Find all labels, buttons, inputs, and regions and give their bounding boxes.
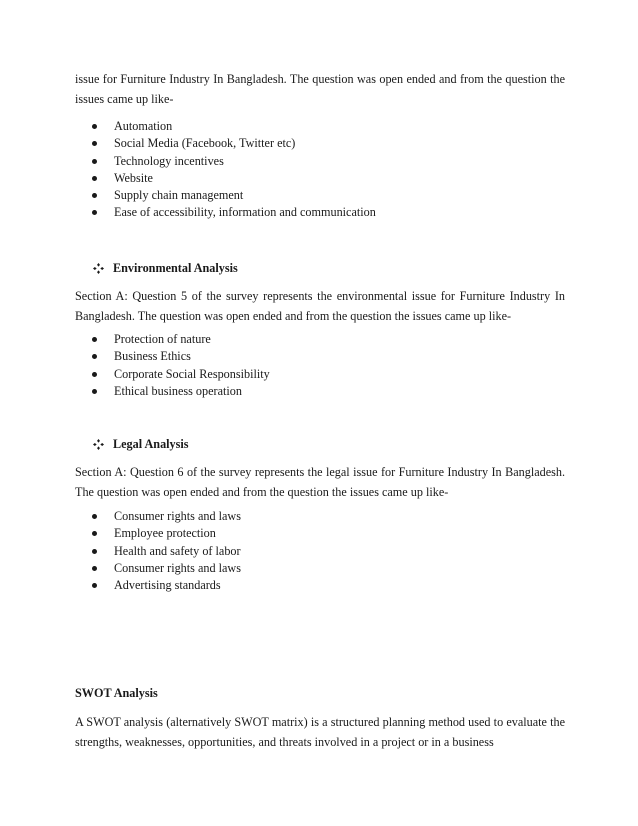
bullet-dot-icon bbox=[92, 124, 97, 129]
bullet-dot-icon bbox=[92, 514, 97, 519]
bullet-dot-icon bbox=[92, 141, 97, 146]
legal-analysis-heading bbox=[93, 435, 189, 453]
list-item: Consumer rights and laws bbox=[89, 508, 241, 525]
bullet-dot-icon bbox=[92, 354, 97, 359]
environmental-analysis-heading bbox=[93, 259, 238, 277]
list-item: Supply chain management bbox=[89, 187, 376, 204]
bullet-dot-icon bbox=[92, 389, 97, 394]
bullet-dot-icon bbox=[92, 566, 97, 571]
list-item: Ease of accessibility, information and communication bbox=[89, 204, 376, 221]
list-item: Technology incentives bbox=[89, 153, 376, 170]
list-item: Website bbox=[89, 170, 376, 187]
list-item: Health and safety of labor bbox=[89, 543, 241, 560]
list-item: Consumer rights and laws bbox=[89, 560, 241, 577]
list-item: Ethical business operation bbox=[89, 383, 270, 400]
list-item: Protection of nature bbox=[89, 331, 270, 348]
bullet-dot-icon bbox=[92, 193, 97, 198]
swot-paragraph: A SWOT analysis (alternatively SWOT matrix) is a structured planning method used to evaluate the strengths, weaknesses, opportunities, and threats involved in a project or in a business bbox=[75, 715, 565, 749]
bullet-dot-icon bbox=[92, 159, 97, 164]
legal-issues-list bbox=[89, 508, 241, 594]
swot-analysis-title: SWOT Analysis bbox=[75, 686, 158, 700]
legal-heading-label: Legal Analysis bbox=[113, 437, 189, 451]
bullet-dot-icon bbox=[92, 176, 97, 181]
environmental-paragraph: Section A: Question 5 of the survey represents the environmental issue for Furniture Industry In Bangladesh. The question was open ended and from the question the issues came up like- bbox=[75, 289, 565, 323]
bullet-dot-icon bbox=[92, 337, 97, 342]
four-diamond-icon bbox=[93, 263, 104, 274]
bullet-dot-icon bbox=[92, 583, 97, 588]
list-item: Corporate Social Responsibility bbox=[89, 366, 270, 383]
list-item: Business Ethics bbox=[89, 348, 270, 365]
bullet-dot-icon bbox=[92, 210, 97, 215]
list-item: Social Media (Facebook, Twitter etc) bbox=[89, 135, 376, 152]
legal-paragraph: Section A: Question 6 of the survey represents the legal issue for Furniture Industry In Bangladesh. The question was open ended and from the question the issues came up like- bbox=[75, 465, 565, 499]
environmental-issues-list bbox=[89, 331, 270, 400]
list-item: Advertising standards bbox=[89, 577, 241, 594]
bullet-dot-icon bbox=[92, 531, 97, 536]
intro-paragraph: issue for Furniture Industry In Bangladesh. The question was open ended and from the question the issues came up like- bbox=[75, 72, 565, 106]
four-diamond-icon bbox=[93, 439, 104, 450]
environmental-heading-label: Environmental Analysis bbox=[113, 261, 238, 275]
list-item: Employee protection bbox=[89, 525, 241, 542]
list-item: Automation bbox=[89, 118, 376, 135]
technology-issues-list bbox=[89, 118, 376, 222]
bullet-dot-icon bbox=[92, 549, 97, 554]
bullet-dot-icon bbox=[92, 372, 97, 377]
